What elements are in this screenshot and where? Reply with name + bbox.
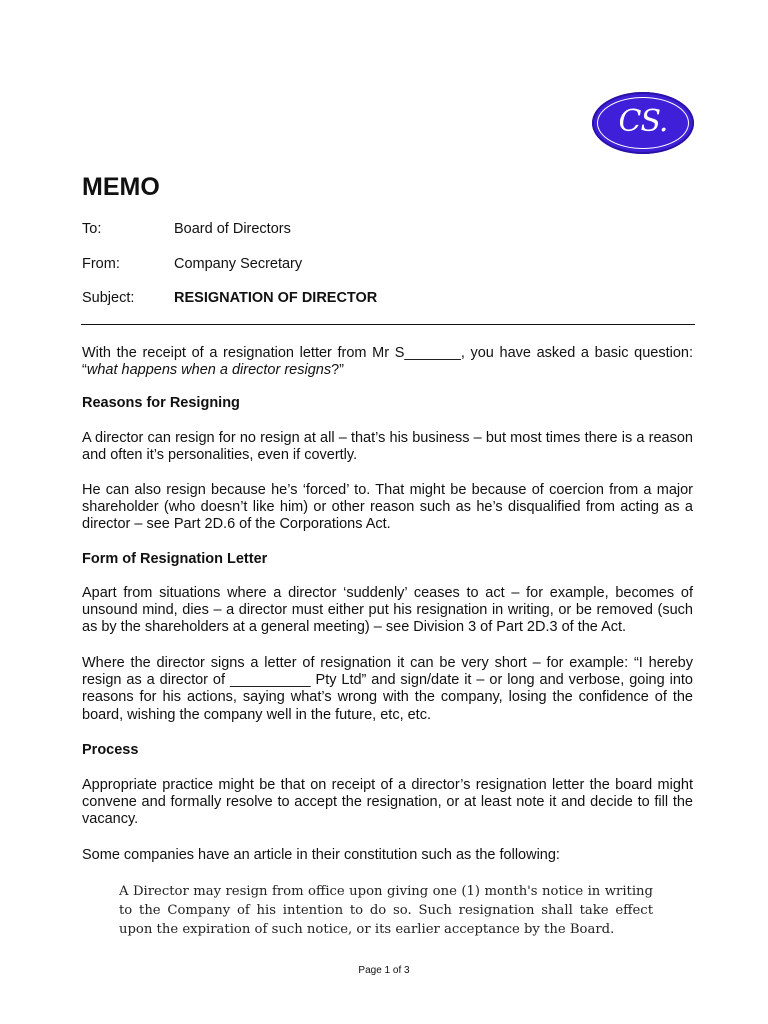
paragraph-reasons-2: He can also resign because he’s ‘forced’ to. That might be because of coercion from a major shareholder (who doesn’t like him) or other reason such as he’s disqualified from acting as a director – see Part 2D.6 of the Corporations Act. xyxy=(82,482,693,533)
paragraph-form-2: Where the director signs a letter of resignation it can be very short – for example: “I hereby resign as a director of __________ Pty Ltd” and sign/date it – or long and verbose, going into reasons for his actions, saying what’s wrong with the company, losing the confidence of the board, wishing the company well in the future, etc, etc. xyxy=(82,655,693,723)
to-label: To: xyxy=(82,221,102,237)
heading-reasons: Reasons for Resigning xyxy=(82,395,240,411)
from-label: From: xyxy=(82,256,120,272)
quote-line: to the Company of his intention to do so. Such resignation shall take effect xyxy=(119,903,653,918)
heading-form-of-letter: Form of Resignation Letter xyxy=(82,551,268,567)
logo-monogram: CS. xyxy=(618,104,668,139)
paragraph-reasons-1: A director can resign for no resign at all – that’s his business – but most times there is a reason and often it’s personalities, even if covertly. xyxy=(82,430,693,464)
header-divider xyxy=(81,324,695,325)
memo-title: MEMO xyxy=(82,173,160,201)
paragraph-process-2: Some companies have an article in their constitution such as the following: xyxy=(82,847,560,863)
subject-value: RESIGNATION OF DIRECTOR xyxy=(174,290,378,306)
quote-line: upon the expiration of such notice, or its earlier acceptance by the Board. xyxy=(119,922,615,937)
intro-text-end: ?” xyxy=(331,362,344,379)
intro-question: what happens when a director resigns xyxy=(86,362,332,379)
intro-paragraph xyxy=(82,345,693,379)
constitution-article-quote xyxy=(119,882,653,939)
intro-text-start: With the receipt of a resignation letter from Mr S_______, you have asked a basic question: “ xyxy=(82,345,693,379)
subject-label: Subject: xyxy=(82,290,135,306)
page-number: Page 1 of 3 xyxy=(358,965,410,976)
from-value: Company Secretary xyxy=(174,256,303,272)
quote-line: A Director may resign from office upon giving one (1) month's notice in writing xyxy=(119,884,653,899)
paragraph-process-1: Appropriate practice might be that on receipt of a director’s resignation letter the board might convene and formally resolve to accept the resignation, or at least note it and decide to fill the vacancy. xyxy=(82,777,693,828)
paragraph-form-1: Apart from situations where a director ‘suddenly’ ceases to act – for example, becomes of unsound mind, dies – a director must either put his resignation in writing, or be removed (such as by the shareholders at a general meeting) – see Division 3 of Part 2D.3 of the Act. xyxy=(82,585,693,636)
to-value: Board of Directors xyxy=(174,221,291,237)
company-secretary-logo xyxy=(592,92,694,154)
heading-process: Process xyxy=(82,742,139,758)
